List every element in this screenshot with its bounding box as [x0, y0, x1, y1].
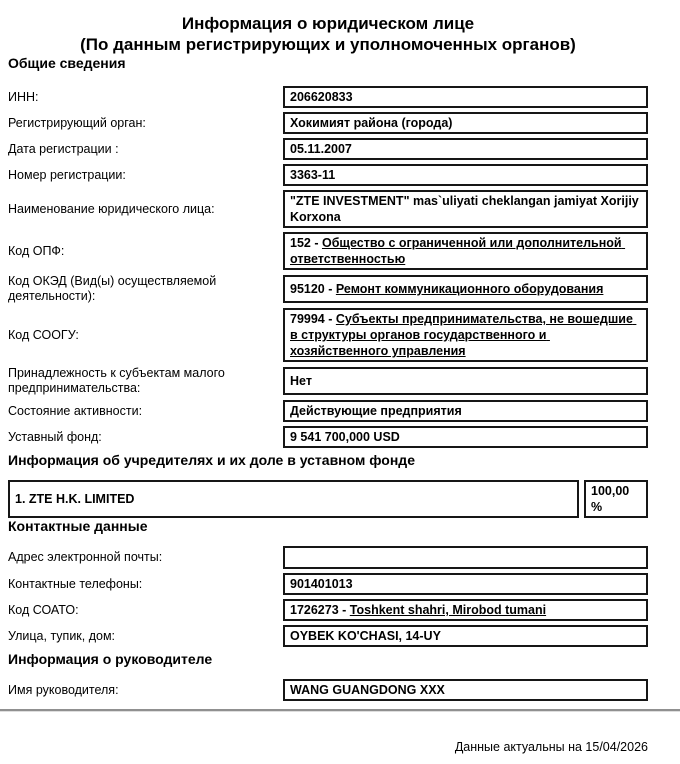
soato-code: 1726273 -: [290, 603, 350, 617]
small-business-value-box: [283, 367, 648, 395]
soogu-label: Код СООГУ:: [8, 327, 79, 342]
entity-name-value-box: [283, 190, 648, 228]
soogu-value-box: [283, 308, 648, 362]
director-name-label: Имя руководителя:: [8, 682, 119, 697]
fund-value-box: [283, 426, 648, 448]
activity-label: Состояние активности:: [8, 403, 143, 418]
opf-label: Код ОПФ:: [8, 243, 65, 258]
field-row-director-name: [8, 679, 648, 701]
fund-label: Уставный фонд:: [8, 429, 102, 444]
contacts-form: [8, 546, 648, 647]
field-row-soogu: [8, 308, 648, 362]
field-row-entity-name: [8, 190, 648, 228]
reg-date-label: Дата регистрации :: [8, 141, 119, 156]
opf-value: [290, 235, 641, 267]
oked-code: 95120 -: [290, 282, 336, 296]
fund-value: 9 541 700,000 USD: [290, 430, 400, 444]
section-heading-contacts: Контактные данные: [8, 518, 148, 534]
page-title-line2: (По данным регистрирующих и уполномоченных органов): [80, 35, 576, 54]
field-row-reg-date: [8, 138, 648, 160]
reg-organ-value: Хокимият района (города): [290, 116, 453, 130]
reg-number-value: 3363-11: [290, 168, 336, 182]
field-row-inn: [8, 86, 648, 108]
inn-label: ИНН:: [8, 89, 39, 104]
reg-date-value-box: [283, 138, 648, 160]
oked-value: [290, 281, 603, 297]
field-row-opf: [8, 232, 648, 270]
field-row-phones: [8, 573, 648, 595]
small-business-label: Принадлежность к субъектам малого предпринимательства:: [8, 366, 225, 395]
phones-value-box: [283, 573, 648, 595]
street-value-box: [283, 625, 648, 647]
entity-name-label: Наименование юридического лица:: [8, 201, 215, 216]
founder-name: 1. ZTE H.K. LIMITED: [15, 492, 135, 506]
entity-name-value: "ZTE INVESTMENT" mas`uliyati cheklangan jamiyat Xorijiy Korxona: [290, 194, 643, 224]
soato-value-box: [283, 599, 648, 621]
general-form: [8, 86, 648, 448]
soato-link[interactable]: Toshkent shahri, Mirobod tumani: [349, 603, 547, 617]
opf-link[interactable]: Общество с ограниченной или дополнительной ответственностью: [290, 236, 626, 266]
page-title-line1: Информация о юридическом лице: [181, 14, 475, 33]
section-heading-general: Общие сведения: [8, 55, 126, 71]
founder-name-box: [8, 480, 579, 518]
field-row-oked: [8, 274, 648, 304]
opf-code: 152 -: [290, 236, 322, 250]
field-row-soato: [8, 599, 648, 621]
email-value-box: [283, 546, 648, 569]
oked-value-box: [283, 275, 648, 303]
oked-link[interactable]: Ремонт коммуникационного оборудования: [335, 282, 604, 296]
activity-value-box: [283, 400, 648, 422]
director-form: [8, 679, 648, 701]
phones-label: Контактные телефоны:: [8, 576, 143, 591]
field-row-email: [8, 546, 648, 569]
field-row-fund: [8, 426, 648, 448]
soogu-value: [290, 311, 641, 359]
founder-share-box: [584, 480, 648, 518]
field-row-activity: [8, 400, 648, 422]
director-name-value-box: [283, 679, 648, 701]
phones-value: 901401013: [290, 577, 353, 591]
section-heading-founders: Информация об учредителях и их доле в уставном фонде: [8, 452, 415, 468]
reg-organ-label: Регистрирующий орган:: [8, 115, 146, 130]
small-business-value: Нет: [290, 374, 312, 388]
legal-entity-info-page: [8, 0, 648, 754]
soato-value: [290, 602, 546, 618]
soogu-link[interactable]: Субъекты предпринимательства, не вошедшие в структуры органов государственного и хозяйственного управления: [290, 312, 637, 358]
field-row-street: [8, 625, 648, 647]
reg-number-value-box: [283, 164, 648, 186]
field-row-reg-organ: [8, 112, 648, 134]
reg-number-label: Номер регистрации:: [8, 167, 126, 182]
inn-value-box: [283, 86, 648, 108]
reg-date-value: 05.11.2007: [290, 142, 352, 156]
director-name-value: WANG GUANGDONG XXX: [290, 683, 445, 697]
activity-value: Действующие предприятия: [290, 404, 462, 418]
email-label: Адрес электронной почты:: [8, 550, 163, 564]
soogu-code: 79994 -: [290, 312, 336, 326]
data-actual-date-note: Данные актуальны на 15/04/2026: [454, 740, 648, 754]
page-title: [0, 13, 656, 55]
inn-value: 206620833: [290, 90, 353, 104]
street-label: Улица, тупик, дом:: [8, 628, 116, 643]
section-heading-director: Информация о руководителе: [8, 651, 213, 667]
opf-value-box: [283, 232, 648, 270]
horizontal-divider: [0, 709, 680, 712]
founder-share: 100,00 %: [591, 484, 633, 514]
street-value: OYBEK KO'CHASI, 14-UY: [290, 629, 441, 643]
field-row-reg-number: [8, 164, 648, 186]
founder-row: [8, 480, 648, 518]
oked-label: Код ОКЭД (Вид(ы) осуществляемой деятельности):: [8, 274, 217, 303]
reg-organ-value-box: [283, 112, 648, 134]
soato-label: Код СОАТО:: [8, 602, 79, 617]
field-row-small-business: [8, 366, 648, 396]
